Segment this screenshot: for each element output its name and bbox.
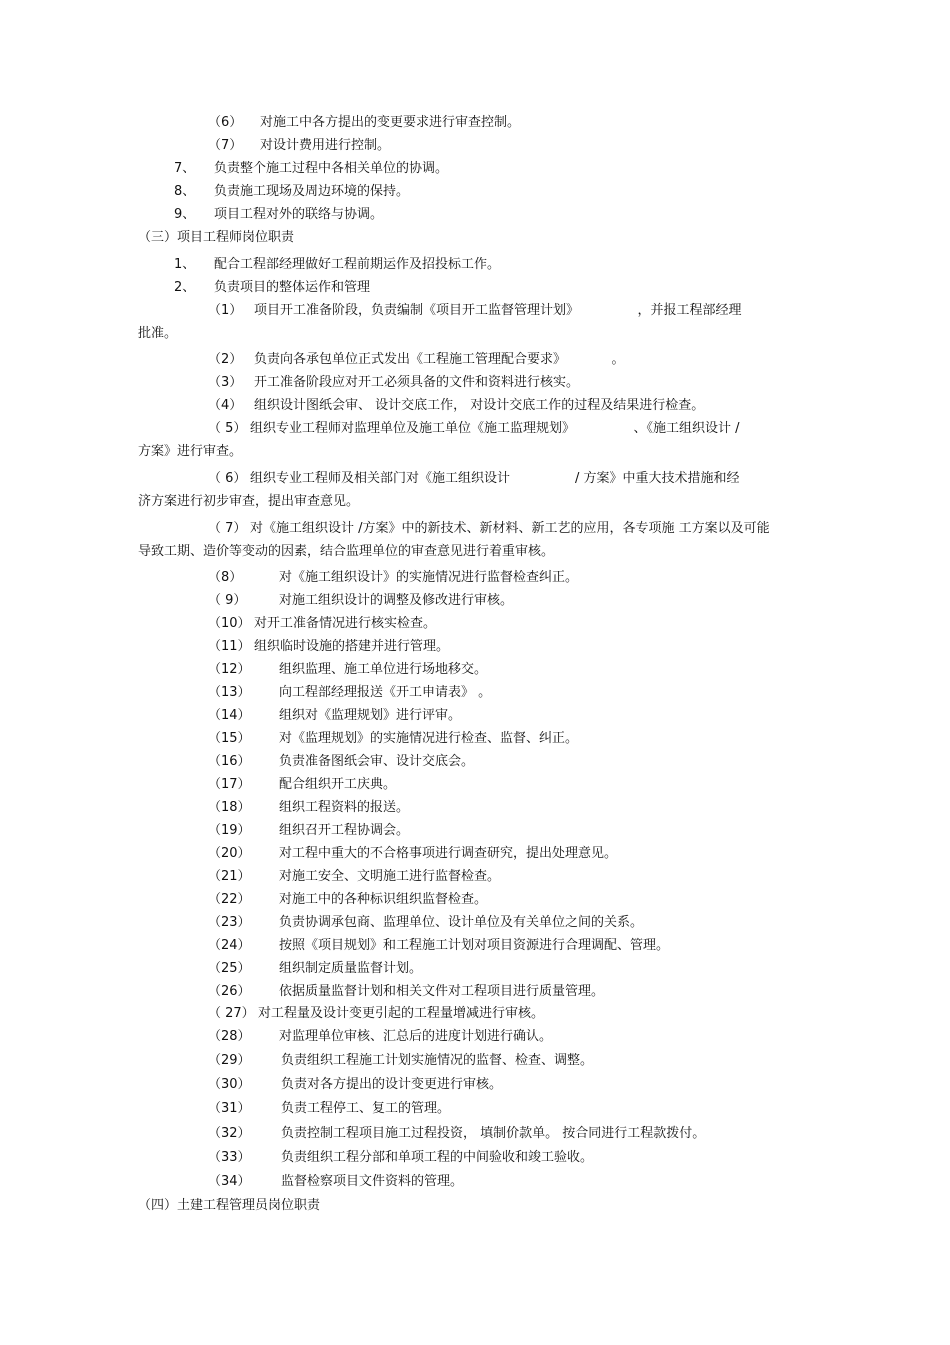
list-item: （21） 对施工安全、文明施工进行监督检查。 — [208, 869, 501, 884]
list-item: （14） 组织对《监理规划》进行评审。 — [208, 708, 462, 723]
list-item: （29） 负责组织工程施工计划实施情况的监督、检查、调整。 — [208, 1053, 594, 1068]
list-item: （25） 组织制定质量监督计划。 — [208, 961, 423, 976]
list-item: （24） 按照《项目规划》和工程施工计划对项目资源进行合理调配、管理。 — [208, 938, 670, 953]
list-item: （16） 负责准备图纸会审、设计交底会。 — [208, 754, 475, 769]
list-item: （15） 对《监理规划》的实施情况进行检查、监督、纠正。 — [208, 731, 579, 746]
list-item: 1、 配合工程部经理做好工程前期运作及招投标工作。 — [174, 257, 501, 272]
list-item: （18） 组织工程资料的报送。 — [208, 800, 410, 815]
list-item: （23） 负责协调承包商、监理单位、设计单位及有关单位之间的关系。 — [208, 915, 644, 930]
list-item: （2） 负责向各承包单位正式发出《工程施工管理配合要求》 。 — [208, 352, 625, 367]
list-item: （34） 监督检察项目文件资料的管理。 — [208, 1174, 464, 1189]
list-item: （31） 负责工程停工、复工的管理。 — [208, 1101, 451, 1116]
list-item: （ 7） 对《施工组织设计 /方案》中的新技术、新材料、新工艺的应用，各专项施 工方案以及可能 — [208, 521, 770, 536]
list-item: （10） 对开工准备情况进行核实检查。 — [208, 616, 437, 631]
list-item: 7、 负责整个施工过程中各相关单位的协调。 — [174, 161, 449, 176]
paragraph-continuation: 方案》进行审查。 — [138, 444, 243, 459]
paragraph-continuation: 批准。 — [138, 326, 178, 341]
list-item: （3） 开工准备阶段应对开工必须具备的文件和资料进行核实。 — [208, 375, 580, 390]
list-item: （19） 组织召开工程协调会。 — [208, 823, 410, 838]
list-item: （26） 依据质量监督计划和相关文件对工程项目进行质量管理。 — [208, 984, 605, 999]
list-item: （32） 负责控制工程项目施工过程投资， 填制价款单。 按合同进行工程款拨付。 — [208, 1126, 706, 1141]
list-item: （6） 对施工中各方提出的变更要求进行审查控制。 — [208, 115, 521, 130]
list-item: （4） 组织设计图纸会审、 设计交底工作， 对设计交底工作的过程及结果进行检查。 — [208, 398, 705, 413]
list-item: 9、 项目工程对外的联络与协调。 — [174, 207, 384, 222]
list-item: 8、 负责施工现场及周边环境的保持。 — [174, 184, 410, 199]
list-item: （ 5） 组织专业工程师对监理单位及施工单位《施工监理规划》 、《施工组织设计 / — [208, 421, 740, 436]
list-item: （20） 对工程中重大的不合格事项进行调查研究，提出处理意见。 — [208, 846, 618, 861]
list-item: （ 6） 组织专业工程师及相关部门对《施工组织设计 / 方案》中重大技术措施和经 — [208, 471, 740, 486]
list-item: （28） 对监理单位审核、汇总后的进度计划进行确认。 — [208, 1029, 553, 1044]
list-item: （8） 对《施工组织设计》的实施情况进行监督检查纠正。 — [208, 570, 579, 585]
list-item: （17） 配合组织开工庆典。 — [208, 777, 397, 792]
list-item: （13） 向工程部经理报送《开工申请表》 。 — [208, 685, 492, 700]
list-item: （22） 对施工中的各种标识组织监督检查。 — [208, 892, 488, 907]
paragraph-continuation: 导致工期、造价等变动的因素，结合监理单位的审查意见进行着重审核。 — [138, 544, 555, 559]
section-heading: （三）项目工程师岗位职责 — [138, 230, 295, 245]
paragraph-continuation: 济方案进行初步审查，提出审查意见。 — [138, 494, 360, 509]
list-item: （ 9） 对施工组织设计的调整及修改进行审核。 — [208, 593, 514, 608]
list-item: （1） 项目开工准备阶段，负责编制《项目开工监督管理计划》 ，并报工程部经理 — [208, 303, 742, 318]
list-item: （30） 负责对各方提出的设计变更进行审核。 — [208, 1077, 503, 1092]
list-item: 2、 负责项目的整体运作和管理 — [174, 280, 371, 295]
list-item: （11） 组织临时设施的搭建并进行管理。 — [208, 639, 450, 654]
section-heading: （四）土建工程管理员岗位职责 — [138, 1198, 321, 1213]
list-item: （33） 负责组织工程分部和单项工程的中间验收和竣工验收。 — [208, 1150, 594, 1165]
list-item: （12） 组织监理、施工单位进行场地移交。 — [208, 662, 488, 677]
list-item: （7） 对设计费用进行控制。 — [208, 138, 391, 153]
list-item: （ 27） 对工程量及设计变更引起的工程量增减进行审核。 — [208, 1006, 545, 1021]
